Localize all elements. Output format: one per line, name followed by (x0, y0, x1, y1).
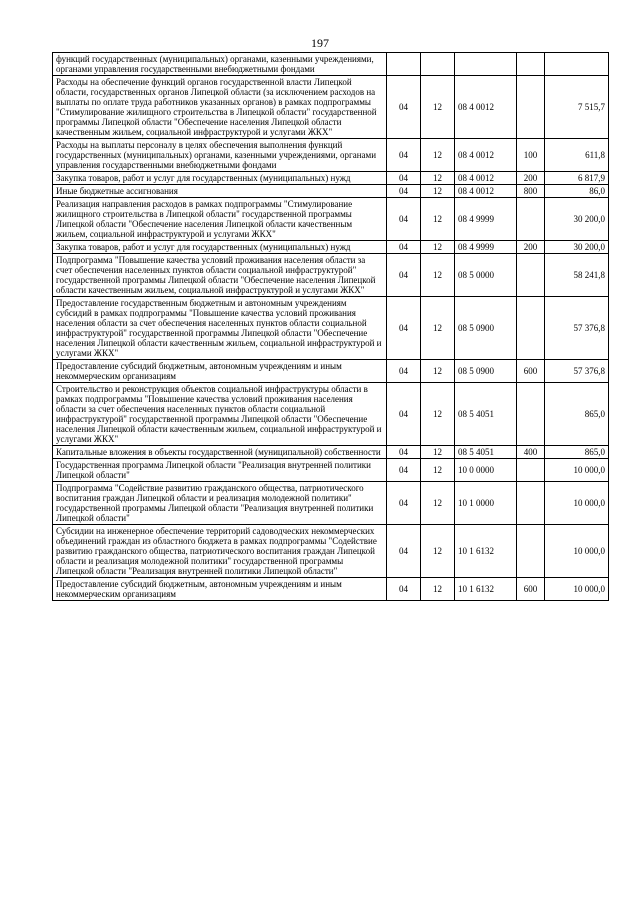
row-expense-type: 800 (517, 185, 545, 198)
row-subsection: 12 (421, 297, 455, 360)
row-section: 04 (387, 446, 421, 459)
row-name: Предоставление субсидий бюджетным, автономным учреждениям и иным некоммерческим организациям (53, 360, 387, 383)
row-subsection: 12 (421, 76, 455, 139)
row-section: 04 (387, 241, 421, 254)
row-expense-type (517, 297, 545, 360)
row-subsection: 12 (421, 360, 455, 383)
table-row (53, 383, 609, 446)
row-target-article: 08 5 0000 (455, 254, 517, 297)
row-section: 04 (387, 139, 421, 172)
row-target-article: 08 4 9999 (455, 241, 517, 254)
row-subsection: 12 (421, 459, 455, 482)
row-subsection (421, 53, 455, 76)
row-name: Закупка товаров, работ и услуг для государственных (муниципальных) нужд (53, 241, 387, 254)
row-subsection: 12 (421, 198, 455, 241)
table-row (53, 53, 609, 76)
row-target-article: 08 5 4051 (455, 383, 517, 446)
row-expense-type (517, 482, 545, 525)
row-name: Строительство и реконструкция объектов социальной инфраструктуры области в рамках подпрограммы "Повышение качества условий проживания населения области за счет обеспечения населенных пунктов области социальной инфраструктурой" государственной программы Липецкой области "Обеспечение населения Липецкой области качественным жильем, социальной инфраструктурой и услугами ЖКХ" (53, 383, 387, 446)
row-section: 04 (387, 482, 421, 525)
table-row (53, 198, 609, 241)
row-section: 04 (387, 360, 421, 383)
row-subsection: 12 (421, 578, 455, 601)
table-row (53, 482, 609, 525)
row-target-article: 08 4 0012 (455, 139, 517, 172)
row-amount: 30 200,0 (545, 241, 609, 254)
row-expense-type: 400 (517, 446, 545, 459)
row-section: 04 (387, 254, 421, 297)
row-subsection: 12 (421, 254, 455, 297)
row-name: Капитальные вложения в объекты государственной (муниципальной) собственности (53, 446, 387, 459)
table-row (53, 459, 609, 482)
row-name: Подпрограмма "Содействие развитию гражданского общества, патриотического воспитания граждан Липецкой области и реализация молодежной политики" государственной программы Липецкой области "Реализация внутренней политики Липецкой области" (53, 482, 387, 525)
row-expense-type: 200 (517, 241, 545, 254)
row-subsection: 12 (421, 482, 455, 525)
row-target-article: 10 1 6132 (455, 578, 517, 601)
row-section (387, 53, 421, 76)
row-target-article (455, 53, 517, 76)
row-expense-type (517, 53, 545, 76)
row-amount: 865,0 (545, 383, 609, 446)
row-section: 04 (387, 198, 421, 241)
row-section: 04 (387, 297, 421, 360)
row-amount: 10 000,0 (545, 459, 609, 482)
row-name: Государственная программа Липецкой области "Реализация внутренней политики Липецкой области" (53, 459, 387, 482)
row-name: Субсидии на инженерное обеспечение территорий садоводческих некоммерческих объединений граждан из областного бюджета в рамках подпрограммы "Содействие развитию гражданского общества, патриотического воспитания граждан Липецкой области и реализация молодежной политики" государственной программы Липецкой области "Реализация внутренней политики Липецкой области" (53, 525, 387, 578)
row-target-article: 10 0 0000 (455, 459, 517, 482)
row-section: 04 (387, 459, 421, 482)
row-subsection: 12 (421, 172, 455, 185)
row-subsection: 12 (421, 241, 455, 254)
row-name: Предоставление субсидий бюджетным, автономным учреждениям и иным некоммерческим организациям (53, 578, 387, 601)
row-section: 04 (387, 383, 421, 446)
table-row (53, 297, 609, 360)
row-expense-type (517, 76, 545, 139)
row-expense-type (517, 383, 545, 446)
row-subsection: 12 (421, 446, 455, 459)
row-amount: 10 000,0 (545, 482, 609, 525)
row-amount: 86,0 (545, 185, 609, 198)
row-subsection: 12 (421, 383, 455, 446)
row-amount: 7 515,7 (545, 76, 609, 139)
row-section: 04 (387, 578, 421, 601)
row-amount: 57 376,8 (545, 360, 609, 383)
table-row (53, 76, 609, 139)
table-row (53, 254, 609, 297)
table-row (53, 185, 609, 198)
row-target-article: 08 5 4051 (455, 446, 517, 459)
row-name: Расходы на обеспечение функций органов государственной власти Липецкой области, государственных органов Липецкой области (за исключением расходов на выплаты по оплате труда работников указанных органов) в рамках подпрограммы "Стимулирование жилищного строительства в Липецкой области" государственной программы Липецкой области "Обеспечение населения Липецкой области качественным жильем, социальной инфраструктурой и услугами ЖКХ" (53, 76, 387, 139)
row-expense-type: 200 (517, 172, 545, 185)
row-expense-type: 600 (517, 578, 545, 601)
row-expense-type (517, 254, 545, 297)
budget-table-body (53, 53, 609, 601)
row-name: Иные бюджетные ассигнования (53, 185, 387, 198)
table-row (53, 139, 609, 172)
row-expense-type (517, 198, 545, 241)
row-expense-type: 600 (517, 360, 545, 383)
row-amount: 865,0 (545, 446, 609, 459)
row-target-article: 08 5 0900 (455, 297, 517, 360)
row-target-article: 08 4 0012 (455, 185, 517, 198)
row-subsection: 12 (421, 185, 455, 198)
row-name: Реализация направления расходов в рамках подпрограммы "Стимулирование жилищного строительства в Липецкой области" государственной программы Липецкой области "Обеспечение населения Липецкой области качественным жильем, социальной инфраструктурой и услугами ЖКХ" (53, 198, 387, 241)
row-expense-type: 100 (517, 139, 545, 172)
row-name: Расходы на выплаты персоналу в целях обеспечения выполнения функций государственных (муниципальных) органами, казенными учреждениями, органами управления государственными внебюджетными фондами (53, 139, 387, 172)
row-amount: 10 000,0 (545, 525, 609, 578)
table-row (53, 446, 609, 459)
row-name: Закупка товаров, работ и услуг для государственных (муниципальных) нужд (53, 172, 387, 185)
row-section: 04 (387, 525, 421, 578)
row-expense-type (517, 459, 545, 482)
page-number: 197 (311, 36, 329, 50)
row-subsection: 12 (421, 139, 455, 172)
row-target-article: 08 4 0012 (455, 76, 517, 139)
row-name: функций государственных (муниципальных) органами, казенными учреждениями, органами управления государственными внебюджетными фондами (53, 53, 387, 76)
row-target-article: 08 4 9999 (455, 198, 517, 241)
table-row (53, 578, 609, 601)
budget-table (52, 52, 609, 601)
row-amount: 57 376,8 (545, 297, 609, 360)
row-amount: 30 200,0 (545, 198, 609, 241)
row-name: Подпрограмма "Повышение качества условий проживания населения области за счет обеспечения населенных пунктов области социальной инфраструктурой" государственной программы Липецкой области "Обеспечение населения Липецкой области качественным жильем, социальной инфраструктурой и услугами ЖКХ" (53, 254, 387, 297)
row-section: 04 (387, 76, 421, 139)
table-row (53, 360, 609, 383)
row-target-article: 08 4 0012 (455, 172, 517, 185)
table-row (53, 241, 609, 254)
row-expense-type (517, 525, 545, 578)
row-target-article: 10 1 6132 (455, 525, 517, 578)
row-amount: 611,8 (545, 139, 609, 172)
row-amount: 6 817,9 (545, 172, 609, 185)
row-amount: 10 000,0 (545, 578, 609, 601)
row-section: 04 (387, 185, 421, 198)
row-subsection: 12 (421, 525, 455, 578)
row-target-article: 10 1 0000 (455, 482, 517, 525)
row-name: Предоставление государственным бюджетным и автономным учреждениям субсидий в рамках подпрограммы "Повышение качества условий проживания населения области за счет обеспечения населенных пунктов области социальной инфраструктурой" государственной программы Липецкой области "Обеспечение населения Липецкой области качественным жильем, социальной инфраструктурой и услугами ЖКХ" (53, 297, 387, 360)
table-row (53, 525, 609, 578)
table-row (53, 172, 609, 185)
row-amount: 58 241,8 (545, 254, 609, 297)
row-amount (545, 53, 609, 76)
row-target-article: 08 5 0900 (455, 360, 517, 383)
row-section: 04 (387, 172, 421, 185)
